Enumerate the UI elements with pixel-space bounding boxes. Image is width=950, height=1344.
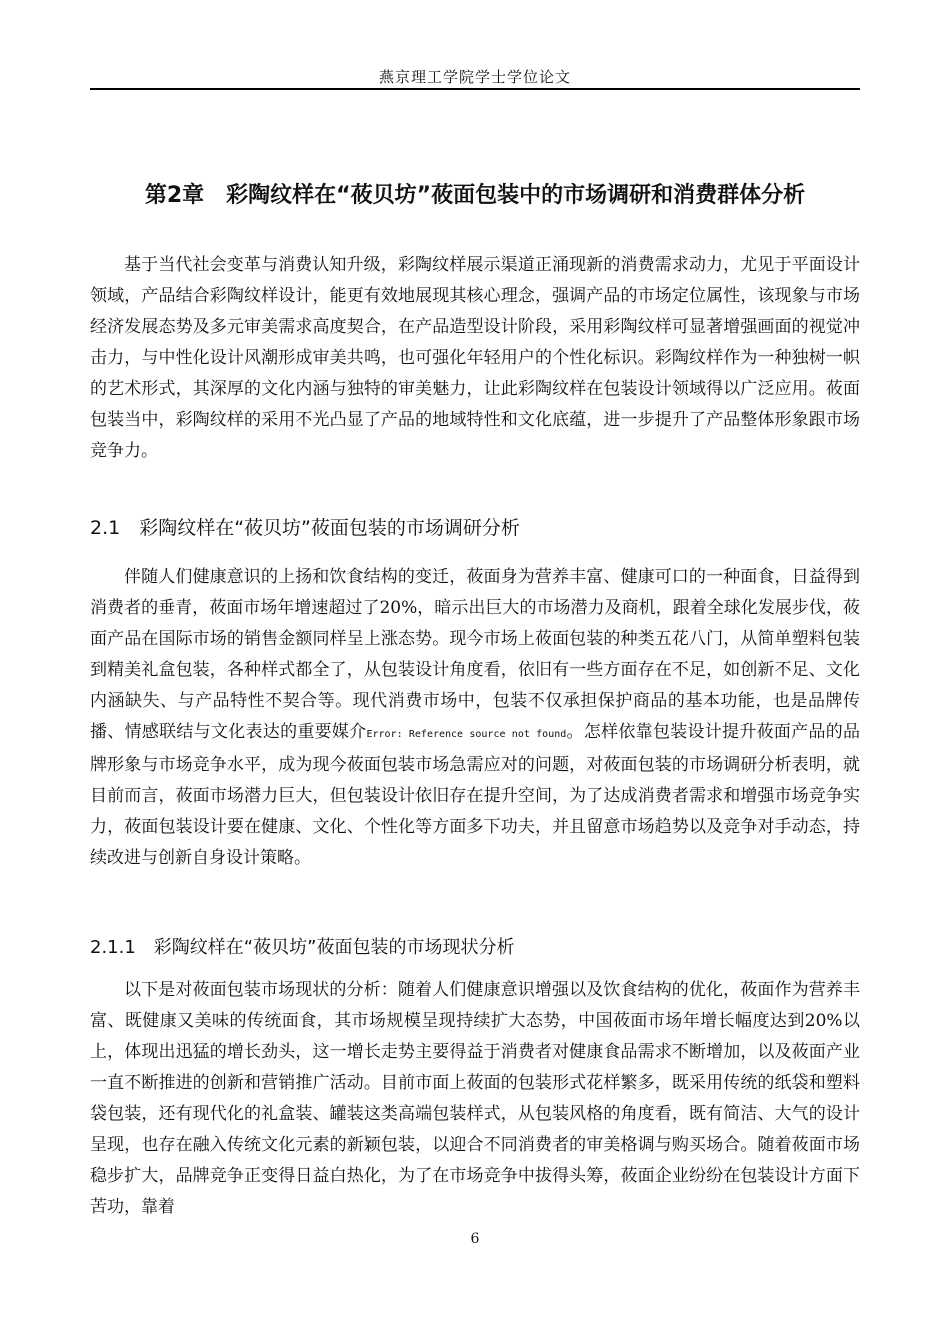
chapter-title: 第2章 彩陶纹样在“莜贝坊”莜面包装中的市场调研和消费群体分析: [144, 183, 806, 208]
running-header: 燕京理工学院学士学位论文: [378, 68, 571, 86]
section-2-1-text: [90, 562, 860, 874]
intro-text: 基于当代社会变革与消费认知升级，彩陶纹样展示渠道正涌现新的消费需求动力，尤见于平面设计领域，产品结合彩陶纹样设计，能更有效地展现其核心理念，强调产品的市场定位属性，该现象与市场经济发展态势及多元审美需求高度契合，在产品造型设计阶段，采用彩陶纹样可显著增强画面的视觉冲击力，与中性化设计风潮形成审美共鸣，也可强化年轻用户的个性化标识。彩陶纹样作为一种独树一帜的艺术形式，其深厚的文化内涵与独特的审美魅力，让此彩陶纹样在包装设计领域得以广泛应用。莜面包装当中，彩陶纹样的采用不光凸显了产品的地域特性和文化底蕴，进一步提升了产品整体形象跟市场竞争力。: [90, 255, 860, 461]
section-2-1-paragraph: [90, 562, 860, 874]
section-heading-2-1: 2.1 彩陶纹样在“莜贝坊”莜面包装的市场调研分析: [90, 517, 520, 539]
intro-paragraph: [90, 250, 860, 467]
section-heading-2-1-1: 2.1.1 彩陶纹样在“莜贝坊”莜面包装的市场现状分析: [90, 937, 515, 958]
page-number: 6: [470, 1231, 480, 1247]
header-divider: [90, 88, 860, 90]
section-2-1-text-part1: 伴随人们健康意识的上扬和饮食结构的变迁，莜面身为营养丰富、健康可口的一种面食，日益得到消费者的垂青，莜面市场年增速超过了20%，暗示出巨大的市场潜力及商机，跟着全球化发展步伐，莜面产品在国际市场的销售金额同样呈上涨态势。现今市场上莜面包装的种类五花八门，从简单塑料包装到精美礼盒包装，各种样式都全了，从包装设计角度看，依旧有一些方面存在不足，如创新不足、文化内涵缺失、与产品特性不契合等。现代消费市场中，包装不仅承担保护商品的基本功能，也是品牌传播、情感联结与文化表达的重要媒介: [90, 567, 860, 742]
section-2-1-text-part2: 。怎样依靠包装设计提升莜面产品的品牌形象与市场竞争水平，成为现今莜面包装市场急需应对的问题，对莜面包装的市场调研分析表明，就目前而言，莜面市场潜力巨大，但包装设计依旧存在提升空间，为了达成消费者需求和增强市场竞争实力，莜面包装设计要在健康、文化、个性化等方面多下功夫，并且留意市场趋势以及竞争对手动态，持续改进与创新自身设计策略。: [90, 722, 861, 868]
section-2-1-1-paragraph: [90, 975, 860, 1223]
section-2-1-1-text: 以下是对莜面包装市场现状的分析：随着人们健康意识增强以及饮食结构的优化，莜面作为营养丰富、既健康又美味的传统面食，其市场规模呈现持续扩大态势，中国莜面市场年增长幅度达到20%以上，体现出迅猛的增长劲头，这一增长走势主要得益于消费者对健康食品需求不断增加，以及莜面产业一直不断推进的创新和营销推广活动。目前市面上莜面的包装形式花样繁多，既采用传统的纸袋和塑料袋包装，还有现代化的礼盒装、罐装这类高端包装样式，从包装风格的角度看，既有简洁、大气的设计呈现，也存在融入传统文化元素的新颖包装，以迎合不同消费者的审美格调与购买场合。随着莜面市场稳步扩大，品牌竞争正变得日益白热化，为了在市场竞争中拔得头筹，莜面企业纷纷在包装设计方面下苦功，靠着: [90, 980, 860, 1217]
reference-error: Error: Reference source not found: [366, 729, 567, 740]
